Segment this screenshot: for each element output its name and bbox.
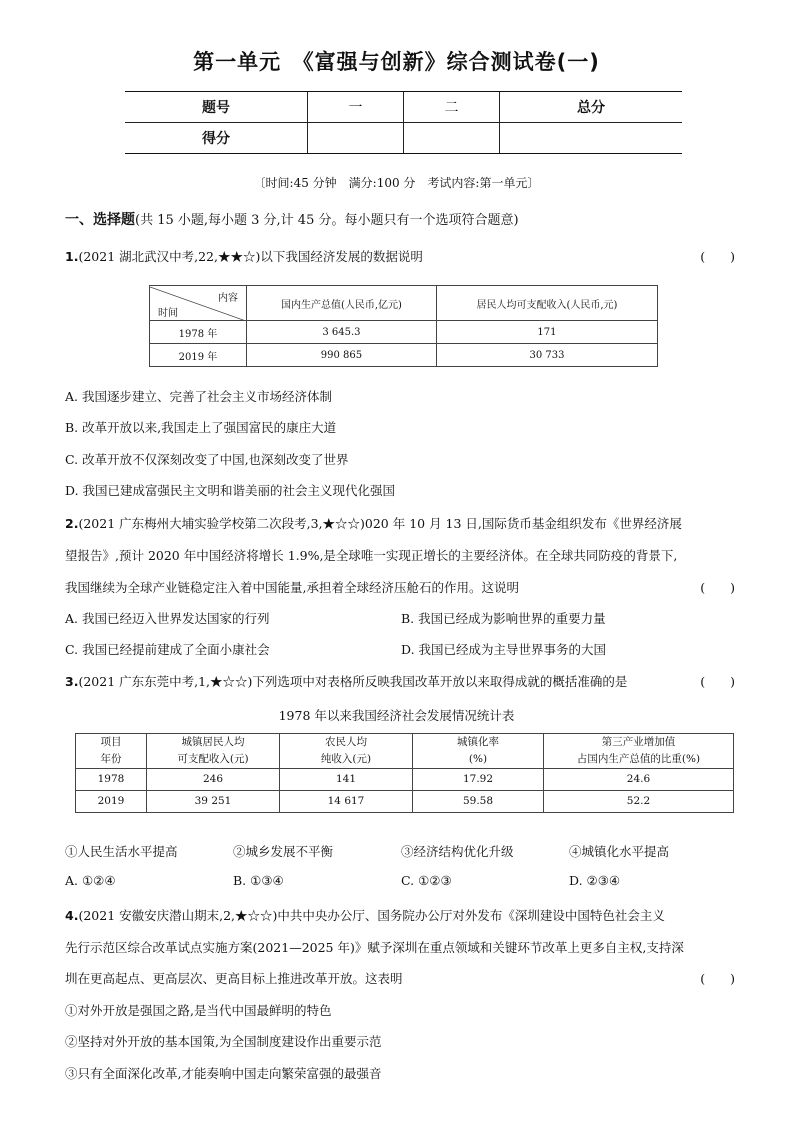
statement-item: ③经济结构优化升级 [401,844,514,859]
section-heading [65,209,519,229]
question-number: 4. [65,908,79,923]
score-input-cell[interactable] [307,123,403,154]
table-header: 年份 [100,753,122,765]
q3-data-table [75,733,734,813]
table-header: 城镇化率 [457,736,499,748]
option-d[interactable]: D. 我国已经成为主导世界事务的大国 [401,642,607,657]
option-a[interactable]: A. 我国逐步建立、完善了社会主义市场经济体制 [65,389,332,404]
option-a[interactable]: A. ①②④ [65,873,116,888]
score-row-label: 得分 [125,123,307,154]
table-cell: 59.58 [413,791,544,813]
table-cell: 3 645.3 [247,321,437,344]
table-cell: 990 865 [247,344,437,367]
table-header: 居民人均可支配收入(人民币,元) [436,286,657,321]
table-header: 城镇居民人均 [181,736,245,748]
question-text: 先行示范区综合改革试点实施方案(2021—2025 年)》赋予深圳在重点领域和关键环节改革上更多自主权,支持深 [65,940,684,955]
option-b[interactable]: B. 改革开放以来,我国走上了强国富民的康庄大道 [65,420,337,435]
table-cell: 17.92 [413,769,544,791]
section-title: 一、选择题 [65,212,135,228]
table-cell: 1978 [76,769,147,791]
table-cell: 141 [280,769,413,791]
statement-item: ①对外开放是强国之路,是当代中国最鲜明的特色 [65,1003,332,1018]
option-c[interactable]: C. ①②③ [401,873,452,888]
question-text: (2021 广东梅州大埔实验学校第二次段考,3,★☆☆)020 年 10 月 13 日,国际货币基金组织发布《世界经济展 [78,516,682,531]
option-b[interactable]: B. ①③④ [233,873,284,888]
table-header: 可支配收入(元) [177,753,249,765]
table-header: 纯收入(元) [320,753,372,765]
table-header: 国内生产总值(人民币,亿元) [247,286,437,321]
question-text: (2021 广东东莞中考,1,★☆☆)下列选项中对表格所反映我国改革开放以来取得成就的概括准确的是 [78,674,628,689]
statement-item: ③只有全面深化改革,才能奏响中国走向繁荣富强的最强音 [65,1066,382,1081]
q1-data-table [149,285,658,367]
section-desc: (共 15 小题,每小题 3 分,计 45 分。每小题只有一个选项符合题意) [135,213,519,228]
score-header-cell: 一 [307,92,403,123]
table-cell: 171 [436,321,657,344]
question-1-stem [65,247,423,265]
table-cell: 39 251 [147,791,280,813]
score-input-cell[interactable] [403,123,499,154]
statement-item: ②城乡发展不平衡 [233,844,334,859]
score-header-cell: 题号 [125,92,307,123]
exam-info: 〔时间:45 分钟 满分:100 分 考试内容:第一单元〕 [253,176,540,190]
statement-item: ④城镇化水平提高 [569,844,670,859]
table-caption: 1978 年以来我国经济社会发展情况统计表 [278,708,515,723]
table-cell: 246 [147,769,280,791]
statement-item: ①人民生活水平提高 [65,844,178,859]
question-text: (2021 安徽安庆潜山期末,2,★☆☆)中共中央办公厅、国务院办公厅对外发布《深圳建设中国特色社会主义 [78,908,665,923]
question-text: 圳在更高起点、更高层次、更高目标上推进改革开放。这表明 [65,971,403,986]
option-d[interactable]: D. 我国已建成富强民主文明和谐美丽的社会主义现代化强国 [65,483,396,498]
table-cell: 52.2 [544,791,734,813]
answer-parentheses: ( ) [700,674,735,689]
question-number: 1. [65,249,79,264]
option-c[interactable]: C. 改革开放不仅深刻改变了中国,也深刻改变了世界 [65,452,349,467]
question-text: 望报告》,预计 2020 年中国经济将增长 1.9%,是全球唯一实现正增长的主要经济体。在全球共同防疫的背景下, [65,548,678,563]
page-title: 第一单元 《富强与创新》综合测试卷(一) [193,50,600,74]
question-text: 我国继续为全球产业链稳定注入着中国能量,承担着全球经济压舱石的作用。这说明 [65,580,519,595]
table-header: 第三产业增加值 [601,736,676,748]
option-b[interactable]: B. 我国已经成为影响世界的重要力量 [401,611,606,626]
table-cell: 30 733 [436,344,657,367]
statement-item: ②坚持对外开放的基本国策,为全国制度建设作出重要示范 [65,1034,382,1049]
question-text: (2021 湖北武汉中考,22,★★☆)以下我国经济发展的数据说明 [78,249,423,264]
score-header-cell: 总分 [500,92,682,123]
diag-top-label: 内容 [218,293,238,304]
question-3-stem [65,672,627,690]
option-a[interactable]: A. 我国已经迈入世界发达国家的行列 [65,611,270,626]
answer-parentheses: ( ) [700,971,735,986]
question-4-stem [65,906,665,924]
answer-parentheses: ( ) [700,580,735,595]
table-cell: 1978 年 [150,321,247,344]
table-header: (%) [468,753,488,765]
table-cell: 14 617 [280,791,413,813]
score-input-cell[interactable] [500,123,682,154]
table-header: 农民人均 [325,736,367,748]
answer-parentheses: ( ) [700,249,735,264]
table-cell: 2019 [76,791,147,813]
table-cell: 24.6 [544,769,734,791]
score-header-cell: 二 [403,92,499,123]
table-cell: 2019 年 [150,344,247,367]
question-number: 2. [65,516,79,531]
score-table [125,91,682,154]
table-header: 项目 [100,736,122,748]
option-c[interactable]: C. 我国已经提前建成了全面小康社会 [65,642,270,657]
option-d[interactable]: D. ②③④ [569,873,621,888]
question-2-stem [65,514,682,532]
diagonal-header-cell [150,287,246,319]
question-number: 3. [65,674,79,689]
diag-bottom-label: 时间 [158,308,178,319]
table-header: 占国内生产总值的比重(%) [576,753,701,765]
